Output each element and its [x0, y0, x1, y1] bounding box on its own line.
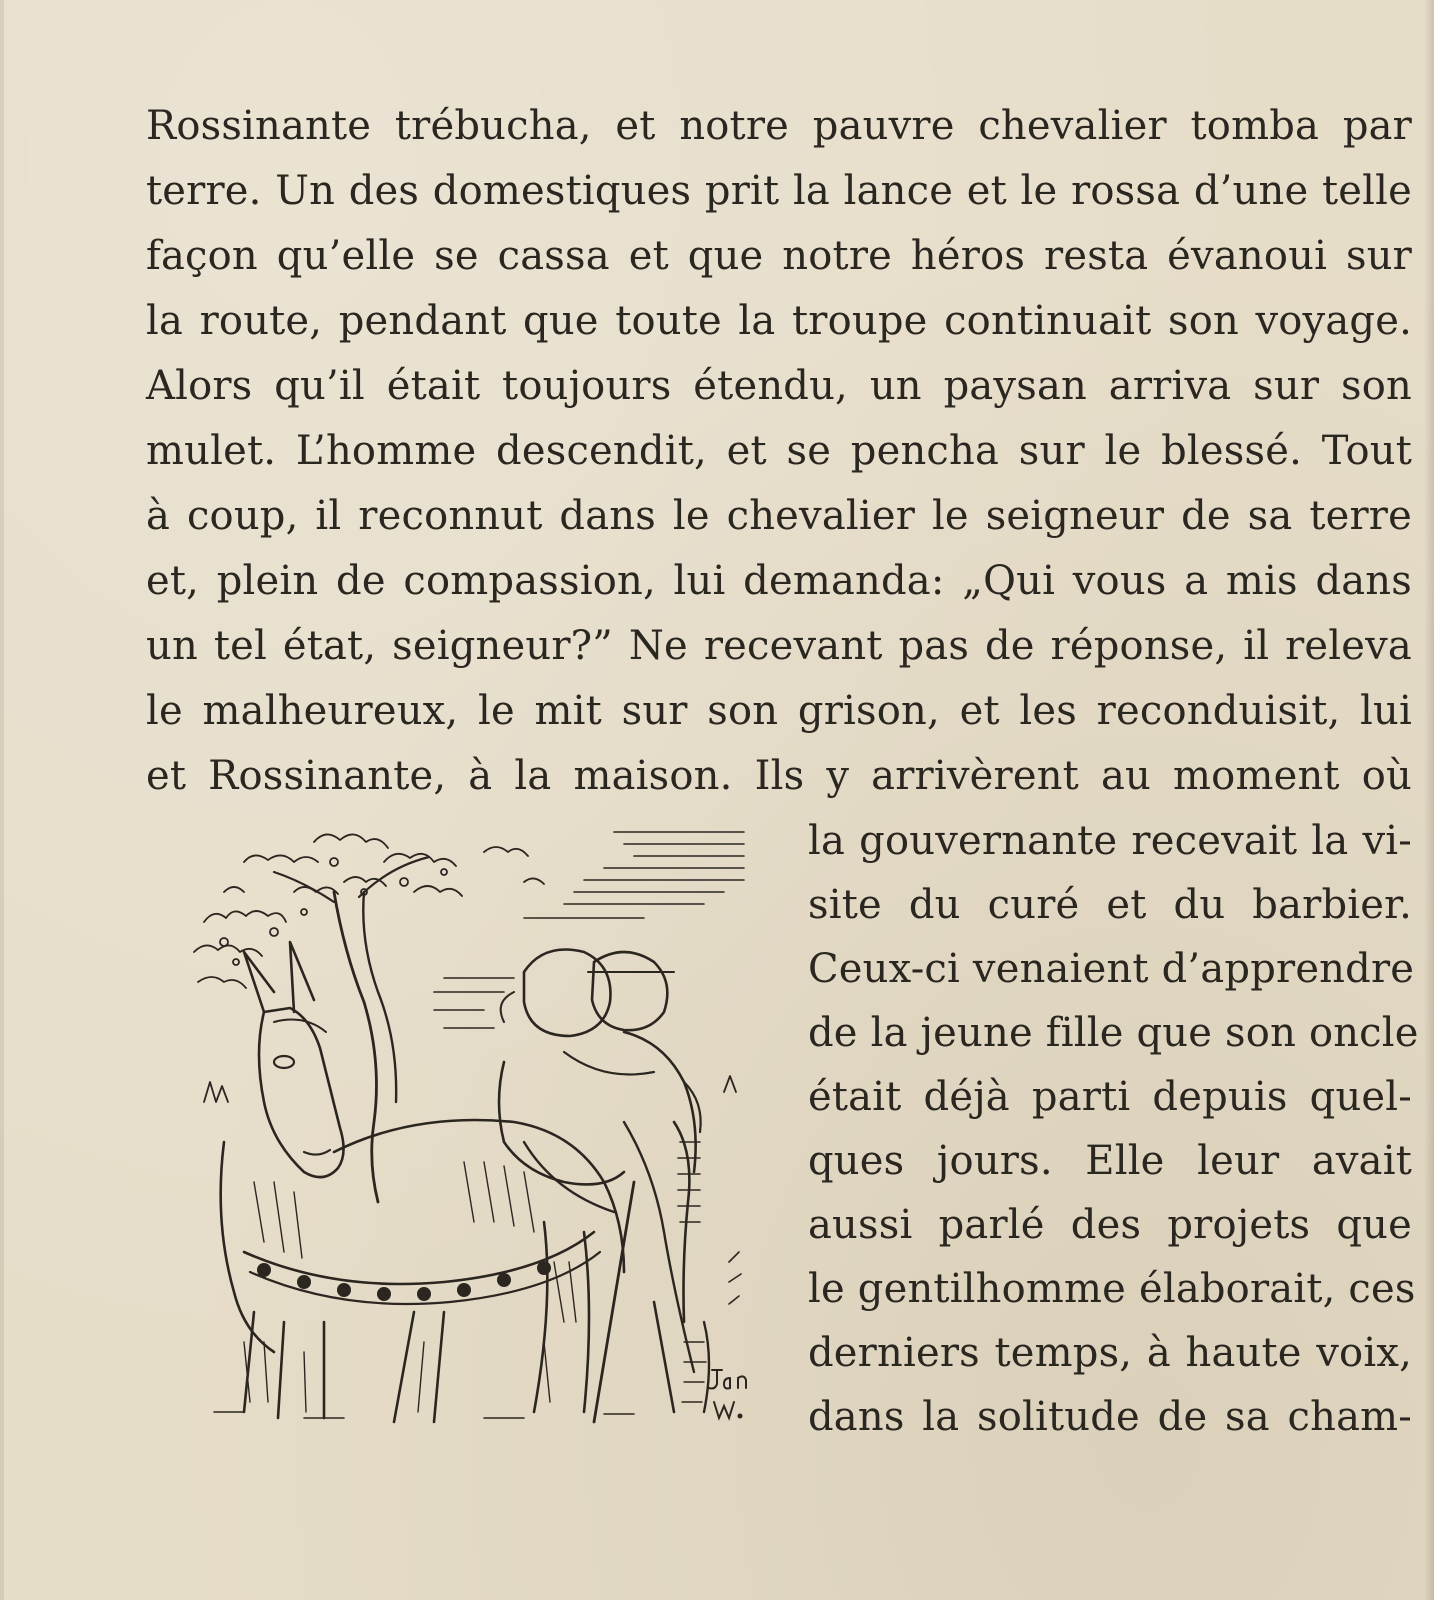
artist-signature: [709, 1370, 746, 1418]
text-line-9: un tel état, seigneur?” Ne recevant pas de réponse, il releva: [146, 623, 1412, 669]
text-line-6: mulet. L’homme descendit, et se pencha sur le blessé. Tout: [146, 428, 1412, 474]
text-line-14: Ceux-ci venaient d’apprendre: [808, 946, 1415, 992]
text-line-11: et Rossinante, à la maison. Ils y arrivèrent au moment où: [146, 753, 1412, 799]
text-line-13: site du curé et du barbier.: [808, 882, 1412, 928]
text-line-10: le malheureux, le mit sur son grison, et les reconduisit, lui: [146, 688, 1412, 734]
text-line-19: le gentilhomme élaborait, ces: [808, 1266, 1416, 1312]
text-line-15: de la jeune fille que son oncle: [808, 1010, 1419, 1056]
text-line-18: aussi parlé des projets que: [808, 1202, 1412, 1248]
text-line-17: ques jours. Elle leur avait: [808, 1138, 1412, 1184]
page-right-edge: [1424, 0, 1434, 1600]
text-line-1: Rossinante trébucha, et notre pauvre chevalier tomba par: [146, 103, 1412, 149]
text-line-21: dans la solitude de sa cham-: [808, 1394, 1412, 1440]
illustration-peasant-knight-mule: [184, 822, 764, 1432]
text-line-12: la gouvernante recevait la vi-: [808, 818, 1412, 864]
text-line-20: derniers temps, à haute voix,: [808, 1330, 1412, 1376]
text-line-2: terre. Un des domestiques prit la lance et le rossa d’une telle: [146, 168, 1412, 214]
text-line-3: façon qu’elle se cassa et que notre héros resta évanoui sur: [146, 233, 1412, 279]
text-line-5: Alors qu’il était toujours étendu, un paysan arriva sur son: [146, 363, 1412, 409]
text-line-7: à coup, il reconnut dans le chevalier le seigneur de sa terre: [146, 493, 1412, 539]
page-left-edge: [0, 0, 4, 1600]
text-line-8: et, plein de compassion, lui demanda: „Qui vous a mis dans: [146, 558, 1412, 604]
text-line-4: la route, pendant que toute la troupe continuait son voyage.: [146, 298, 1412, 344]
text-line-16: était déjà parti depuis quel-: [808, 1074, 1412, 1120]
illustration-drawing: [184, 822, 764, 1432]
